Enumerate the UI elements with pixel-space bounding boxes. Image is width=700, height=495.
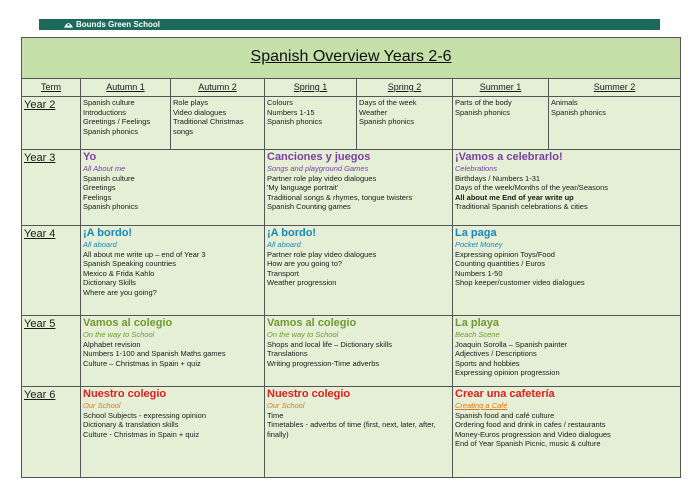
cell-line: Numbers 1-15 <box>267 107 315 117</box>
cell-line: Video dialogues <box>173 107 227 117</box>
cell-line: Translations <box>267 349 308 358</box>
cell-line: School Subjects - expressing opinion <box>83 410 206 420</box>
cell-line: Feelings <box>83 192 112 202</box>
cell-line: Birthdays / Numbers 1-31 <box>455 173 541 183</box>
cell-line: Days of the week <box>359 98 417 107</box>
cell-line: Ordering food and drink in cafes / restaurants <box>455 420 606 429</box>
topic-subtitle: Pocket Money <box>455 240 503 249</box>
cell-line: Traditional songs & rhymes, tongue twisters <box>267 192 413 202</box>
header-summer1: Summer 1 <box>453 79 549 97</box>
cell-line: End of Year Spanish Picnic, music & culture <box>455 439 601 448</box>
cell-line: Traditional Spanish celebrations & cities <box>455 202 588 211</box>
topic-subtitle: Songs and playground Games <box>267 164 369 173</box>
cell-line: Animals <box>551 98 578 107</box>
cell-line: Shops and local life – Dictionary skills <box>267 339 393 349</box>
cell-line: Shop keeper/customer video dialogues <box>455 278 585 287</box>
cell-line: Introductions <box>83 107 126 117</box>
topic-heading: Yo <box>83 151 97 163</box>
year2-label: Year 2 <box>22 97 81 150</box>
cell-line: Partner role play video dialogues <box>267 173 377 183</box>
year2-autumn2-cell <box>171 97 265 150</box>
page-title: Spanish Overview Years 2-6 <box>250 48 452 66</box>
year6-spring-cell <box>265 387 453 478</box>
topic-subtitle: All aboard <box>83 240 117 249</box>
topic-subtitle: All About me <box>83 164 126 173</box>
year3-summer-cell <box>453 150 681 226</box>
cell-line: Spanish food and café culture <box>455 410 555 420</box>
header-summer2: Summer 2 <box>549 79 681 97</box>
cell-line: 'My language portrait' <box>267 183 339 192</box>
school-banner <box>39 19 660 30</box>
cell-line: Expressing opinion progression <box>455 368 560 377</box>
topic-subtitle: Beach Scene <box>455 330 500 339</box>
topic-heading: Nuestro colegio <box>267 388 351 400</box>
cell-line: Timetables - adverbs of time (first, next, later, after, finally) <box>267 420 436 439</box>
cell-line: Counting quantities / Euros <box>455 259 546 268</box>
topic-subtitle: On the way to School <box>267 330 339 339</box>
year2-spring1-cell <box>265 97 357 150</box>
cell-line: Colours <box>267 98 293 107</box>
title-cell <box>22 38 681 79</box>
cell-line: Adjectives / Descriptions <box>455 349 537 358</box>
cell-line: Role plays <box>173 98 209 107</box>
year5-autumn-cell <box>81 316 265 387</box>
cell-line: Spanish phonics <box>455 107 511 117</box>
topic-subtitle: All aboard <box>267 240 301 249</box>
topic-heading: ¡A bordo! <box>267 227 317 239</box>
cell-line: Money-Euros progression and Video dialogues <box>455 429 611 439</box>
topic-subtitle: Creating a Café <box>455 401 508 410</box>
cell-line: Partner role play video dialogues <box>267 249 377 259</box>
year2-summer2-cell <box>549 97 681 150</box>
cell-line: Spanish phonics <box>551 107 607 117</box>
topic-heading: Canciones y juegos <box>267 151 371 163</box>
year6-summer-cell <box>453 387 681 478</box>
year3-label: Year 3 <box>22 150 81 226</box>
cell-line: Spanish Counting games <box>267 202 351 211</box>
year5-summer-cell <box>453 316 681 387</box>
cell-line: Transport <box>267 268 299 278</box>
header-autumn1: Autumn 1 <box>81 79 171 97</box>
cell-line: How are you going to? <box>267 259 343 268</box>
cell-line: Sports and hobbies <box>455 358 520 368</box>
cell-line: Parts of the body <box>455 98 512 107</box>
year5-spring-cell <box>265 316 453 387</box>
year2-spring2-cell <box>357 97 453 150</box>
year4-summer-cell <box>453 226 681 316</box>
cell-line: Greetings / Feelings <box>83 117 151 126</box>
cell-line: Spanish culture <box>83 98 135 107</box>
cell-line: Spanish Speaking countries <box>83 259 176 268</box>
cell-line: Time <box>267 410 284 420</box>
cell-line: Mexico & Frida Kahlo <box>83 268 155 278</box>
cell-line: Joaquin Sorolla – Spanish painter <box>455 339 568 349</box>
year3-autumn-cell <box>81 150 265 226</box>
school-logo-icon <box>64 20 73 28</box>
topic-subtitle: Our School <box>267 401 305 410</box>
topic-heading: Vamos al colegio <box>267 317 357 329</box>
cell-line: Numbers 1-100 and Spanish Maths games <box>83 349 226 358</box>
year2-summer1-cell <box>453 97 549 150</box>
school-name: Bounds Green School <box>76 20 161 29</box>
topic-heading: Nuestro colegio <box>83 388 167 400</box>
overview-table <box>21 37 681 478</box>
topic-heading: La paga <box>455 227 497 239</box>
cell-line: Spanish phonics <box>359 117 415 126</box>
cell-line: Alphabet revision <box>83 339 141 349</box>
cell-line: Numbers 1-50 <box>455 268 503 278</box>
year4-spring-cell <box>265 226 453 316</box>
cell-line: Culture - Christmas in Spain + quiz <box>83 429 200 439</box>
year4-label: Year 4 <box>22 226 81 316</box>
cell-line: Expressing opinion Toys/Food <box>455 249 555 259</box>
cell-line: Where are you going? <box>83 287 157 297</box>
cell-line: All about me End of year write up <box>455 192 574 202</box>
year5-label: Year 5 <box>22 316 81 387</box>
topic-subtitle: Our School <box>83 401 121 410</box>
cell-line: Culture – Christmas in Spain + quiz <box>83 358 201 368</box>
year2-autumn1-cell <box>81 97 171 150</box>
cell-line: Spanish phonics <box>267 117 323 126</box>
topic-heading: ¡Vamos a celebrarlo! <box>455 151 563 163</box>
cell-line: Traditional Christmas <box>173 117 244 126</box>
header-autumn2: Autumn 2 <box>171 79 265 97</box>
topic-subtitle: On the way to School <box>83 330 155 339</box>
year6-autumn-cell <box>81 387 265 478</box>
header-term: Term <box>22 79 81 97</box>
year4-autumn-cell <box>81 226 265 316</box>
cell-line: songs <box>173 126 194 136</box>
topic-heading: Crear una cafetería <box>455 388 555 400</box>
topic-heading: Vamos al colegio <box>83 317 173 329</box>
cell-line: Dictionary Skills <box>83 278 136 287</box>
cell-line: Days of the week/Months of the year/Seasons <box>455 183 608 192</box>
cell-line: Writing progression-Time adverbs <box>267 358 380 368</box>
header-spring1: Spring 1 <box>265 79 357 97</box>
topic-heading: ¡A bordo! <box>83 227 133 239</box>
year6-label: Year 6 <box>22 387 81 478</box>
cell-line: Weather <box>359 107 388 117</box>
cell-line: Weather progression <box>267 278 337 287</box>
cell-line: All about me write up – end of Year 3 <box>83 249 206 259</box>
cell-line: Spanish phonics <box>83 202 139 211</box>
header-spring2: Spring 2 <box>357 79 453 97</box>
cell-line: Dictionary & translation skills <box>83 420 179 429</box>
cell-line: Spanish culture <box>83 173 135 183</box>
topic-subtitle: Celebrations <box>455 164 498 173</box>
cell-line: Spanish phonics <box>83 126 139 136</box>
cell-line: Greetings <box>83 183 116 192</box>
topic-heading: La playa <box>455 317 500 329</box>
year3-spring-cell <box>265 150 453 226</box>
